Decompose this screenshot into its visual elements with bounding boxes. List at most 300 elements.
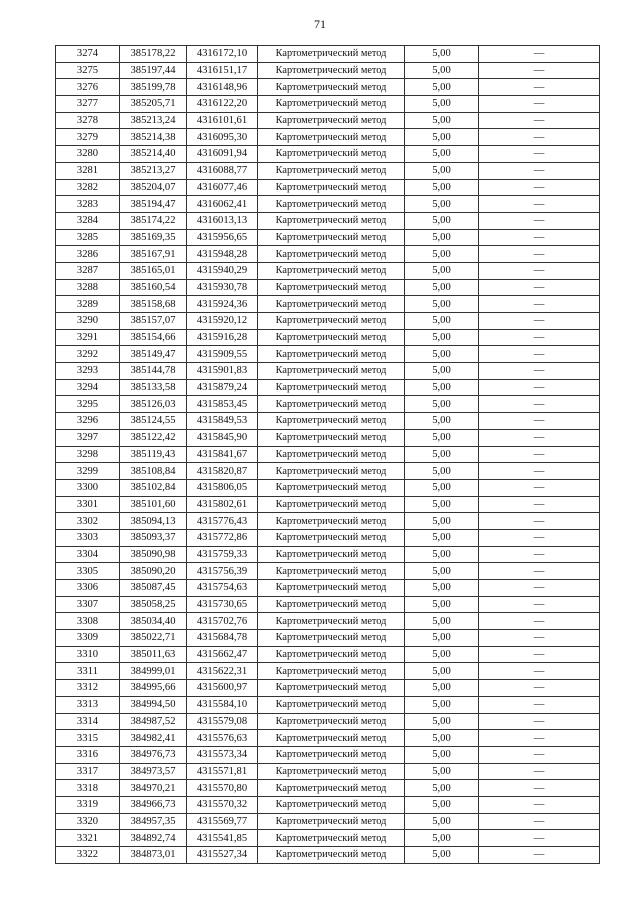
point-number-cell: 3285 (56, 229, 120, 246)
x-coordinate-cell: 385090,98 (120, 546, 187, 563)
point-number-cell: 3298 (56, 446, 120, 463)
accuracy-cell: 5,00 (405, 46, 479, 63)
table-row (56, 847, 600, 864)
description-cell: — (479, 529, 600, 546)
table-row (56, 279, 600, 296)
accuracy-cell: 5,00 (405, 146, 479, 163)
method-cell: Картометрический метод (258, 563, 405, 580)
accuracy-cell: 5,00 (405, 546, 479, 563)
accuracy-cell: 5,00 (405, 680, 479, 697)
accuracy-cell: 5,00 (405, 313, 479, 330)
y-coordinate-cell: 4315776,43 (187, 513, 258, 530)
table-row (56, 296, 600, 313)
method-cell: Картометрический метод (258, 146, 405, 163)
point-number-cell: 3310 (56, 646, 120, 663)
method-cell: Картометрический метод (258, 262, 405, 279)
accuracy-cell: 5,00 (405, 112, 479, 129)
accuracy-cell: 5,00 (405, 229, 479, 246)
point-number-cell: 3314 (56, 713, 120, 730)
accuracy-cell: 5,00 (405, 296, 479, 313)
x-coordinate-cell: 385119,43 (120, 446, 187, 463)
method-cell: Картометрический метод (258, 212, 405, 229)
point-number-cell: 3289 (56, 296, 120, 313)
x-coordinate-cell: 385101,60 (120, 496, 187, 513)
accuracy-cell: 5,00 (405, 813, 479, 830)
x-coordinate-cell: 385149,47 (120, 346, 187, 363)
accuracy-cell: 5,00 (405, 262, 479, 279)
method-cell: Картометрический метод (258, 696, 405, 713)
point-number-cell: 3288 (56, 279, 120, 296)
x-coordinate-cell: 385102,84 (120, 479, 187, 496)
y-coordinate-cell: 4316088,77 (187, 162, 258, 179)
method-cell: Картометрический метод (258, 179, 405, 196)
x-coordinate-cell: 384873,01 (120, 847, 187, 864)
table-row (56, 162, 600, 179)
point-number-cell: 3318 (56, 780, 120, 797)
description-cell: — (479, 79, 600, 96)
point-number-cell: 3287 (56, 262, 120, 279)
description-cell: — (479, 129, 600, 146)
x-coordinate-cell: 385094,13 (120, 513, 187, 530)
table-row (56, 212, 600, 229)
description-cell: — (479, 513, 600, 530)
table-row (56, 496, 600, 513)
point-number-cell: 3275 (56, 62, 120, 79)
point-number-cell: 3280 (56, 146, 120, 163)
accuracy-cell: 5,00 (405, 529, 479, 546)
point-number-cell: 3304 (56, 546, 120, 563)
x-coordinate-cell: 385126,03 (120, 396, 187, 413)
accuracy-cell: 5,00 (405, 563, 479, 580)
accuracy-cell: 5,00 (405, 446, 479, 463)
description-cell: — (479, 196, 600, 213)
description-cell: — (479, 396, 600, 413)
y-coordinate-cell: 4315956,65 (187, 229, 258, 246)
y-coordinate-cell: 4315570,32 (187, 796, 258, 813)
x-coordinate-cell: 384957,35 (120, 813, 187, 830)
y-coordinate-cell: 4315576,63 (187, 730, 258, 747)
point-number-cell: 3299 (56, 463, 120, 480)
x-coordinate-cell: 385058,25 (120, 596, 187, 613)
point-number-cell: 3276 (56, 79, 120, 96)
method-cell: Картометрический метод (258, 613, 405, 630)
description-cell: — (479, 763, 600, 780)
x-coordinate-cell: 384970,21 (120, 780, 187, 797)
method-cell: Картометрический метод (258, 96, 405, 113)
method-cell: Картометрический метод (258, 279, 405, 296)
description-cell: — (479, 746, 600, 763)
accuracy-cell: 5,00 (405, 613, 479, 630)
method-cell: Картометрический метод (258, 129, 405, 146)
description-cell: — (479, 262, 600, 279)
accuracy-cell: 5,00 (405, 429, 479, 446)
table-row (56, 813, 600, 830)
x-coordinate-cell: 384999,01 (120, 663, 187, 680)
method-cell: Картометрический метод (258, 496, 405, 513)
description-cell: — (479, 580, 600, 597)
point-number-cell: 3296 (56, 413, 120, 430)
description-cell: — (479, 646, 600, 663)
description-cell: — (479, 696, 600, 713)
method-cell: Картометрический метод (258, 62, 405, 79)
table-row (56, 479, 600, 496)
x-coordinate-cell: 384994,50 (120, 696, 187, 713)
description-cell: — (479, 446, 600, 463)
point-number-cell: 3278 (56, 112, 120, 129)
description-cell: — (479, 179, 600, 196)
description-cell: — (479, 46, 600, 63)
description-cell: — (479, 563, 600, 580)
point-number-cell: 3320 (56, 813, 120, 830)
table-row (56, 529, 600, 546)
method-cell: Картометрический метод (258, 112, 405, 129)
x-coordinate-cell: 385133,58 (120, 379, 187, 396)
description-cell: — (479, 246, 600, 263)
description-cell: — (479, 680, 600, 697)
method-cell: Картометрический метод (258, 713, 405, 730)
method-cell: Картометрический метод (258, 463, 405, 480)
accuracy-cell: 5,00 (405, 129, 479, 146)
description-cell: — (479, 730, 600, 747)
x-coordinate-cell: 384976,73 (120, 746, 187, 763)
table-row (56, 663, 600, 680)
description-cell: — (479, 146, 600, 163)
accuracy-cell: 5,00 (405, 96, 479, 113)
point-number-cell: 3305 (56, 563, 120, 580)
y-coordinate-cell: 4315756,39 (187, 563, 258, 580)
method-cell: Картометрический метод (258, 363, 405, 380)
table-row (56, 129, 600, 146)
point-number-cell: 3301 (56, 496, 120, 513)
y-coordinate-cell: 4315702,76 (187, 613, 258, 630)
y-coordinate-cell: 4315806,05 (187, 479, 258, 496)
y-coordinate-cell: 4315584,10 (187, 696, 258, 713)
y-coordinate-cell: 4315879,24 (187, 379, 258, 396)
point-number-cell: 3279 (56, 129, 120, 146)
point-number-cell: 3317 (56, 763, 120, 780)
accuracy-cell: 5,00 (405, 646, 479, 663)
method-cell: Картометрический метод (258, 847, 405, 864)
y-coordinate-cell: 4315948,28 (187, 246, 258, 263)
y-coordinate-cell: 4315772,86 (187, 529, 258, 546)
accuracy-cell: 5,00 (405, 196, 479, 213)
accuracy-cell: 5,00 (405, 596, 479, 613)
x-coordinate-cell: 385213,24 (120, 112, 187, 129)
description-cell: — (479, 329, 600, 346)
y-coordinate-cell: 4315541,85 (187, 830, 258, 847)
accuracy-cell: 5,00 (405, 379, 479, 396)
x-coordinate-cell: 385165,01 (120, 262, 187, 279)
point-number-cell: 3307 (56, 596, 120, 613)
accuracy-cell: 5,00 (405, 162, 479, 179)
table-row (56, 546, 600, 563)
method-cell: Картометрический метод (258, 730, 405, 747)
description-cell: — (479, 613, 600, 630)
description-cell: — (479, 229, 600, 246)
table-row (56, 696, 600, 713)
point-number-cell: 3312 (56, 680, 120, 697)
y-coordinate-cell: 4316091,94 (187, 146, 258, 163)
y-coordinate-cell: 4315662,47 (187, 646, 258, 663)
table-row (56, 262, 600, 279)
accuracy-cell: 5,00 (405, 830, 479, 847)
y-coordinate-cell: 4315573,34 (187, 746, 258, 763)
description-cell: — (479, 112, 600, 129)
table-row (56, 329, 600, 346)
y-coordinate-cell: 4315849,53 (187, 413, 258, 430)
method-cell: Картометрический метод (258, 196, 405, 213)
method-cell: Картометрический метод (258, 313, 405, 330)
method-cell: Картометрический метод (258, 162, 405, 179)
y-coordinate-cell: 4316101,61 (187, 112, 258, 129)
method-cell: Картометрический метод (258, 429, 405, 446)
y-coordinate-cell: 4315853,45 (187, 396, 258, 413)
table-row (56, 596, 600, 613)
point-number-cell: 3284 (56, 212, 120, 229)
point-number-cell: 3302 (56, 513, 120, 530)
point-number-cell: 3315 (56, 730, 120, 747)
accuracy-cell: 5,00 (405, 179, 479, 196)
y-coordinate-cell: 4315916,28 (187, 329, 258, 346)
description-cell: — (479, 630, 600, 647)
x-coordinate-cell: 385199,78 (120, 79, 187, 96)
method-cell: Картометрический метод (258, 479, 405, 496)
accuracy-cell: 5,00 (405, 663, 479, 680)
table-row (56, 780, 600, 797)
table-row (56, 346, 600, 363)
y-coordinate-cell: 4315820,87 (187, 463, 258, 480)
y-coordinate-cell: 4315940,29 (187, 262, 258, 279)
table-row (56, 646, 600, 663)
method-cell: Картометрический метод (258, 580, 405, 597)
x-coordinate-cell: 385090,20 (120, 563, 187, 580)
accuracy-cell: 5,00 (405, 346, 479, 363)
table-row (56, 763, 600, 780)
method-cell: Картометрический метод (258, 513, 405, 530)
table-row (56, 680, 600, 697)
table-row (56, 112, 600, 129)
point-number-cell: 3321 (56, 830, 120, 847)
accuracy-cell: 5,00 (405, 513, 479, 530)
method-cell: Картометрический метод (258, 529, 405, 546)
x-coordinate-cell: 385213,27 (120, 162, 187, 179)
method-cell: Картометрический метод (258, 446, 405, 463)
y-coordinate-cell: 4315841,67 (187, 446, 258, 463)
table-row (56, 62, 600, 79)
x-coordinate-cell: 385022,71 (120, 630, 187, 647)
x-coordinate-cell: 385144,78 (120, 363, 187, 380)
method-cell: Картометрический метод (258, 396, 405, 413)
method-cell: Картометрический метод (258, 296, 405, 313)
description-cell: — (479, 413, 600, 430)
accuracy-cell: 5,00 (405, 496, 479, 513)
description-cell: — (479, 847, 600, 864)
point-number-cell: 3293 (56, 363, 120, 380)
description-cell: — (479, 96, 600, 113)
accuracy-cell: 5,00 (405, 279, 479, 296)
accuracy-cell: 5,00 (405, 79, 479, 96)
point-number-cell: 3282 (56, 179, 120, 196)
x-coordinate-cell: 385214,38 (120, 129, 187, 146)
point-number-cell: 3319 (56, 796, 120, 813)
description-cell: — (479, 379, 600, 396)
x-coordinate-cell: 385214,40 (120, 146, 187, 163)
coordinates-table (55, 45, 600, 864)
x-coordinate-cell: 385122,42 (120, 429, 187, 446)
table-row (56, 196, 600, 213)
method-cell: Картометрический метод (258, 546, 405, 563)
table-row (56, 630, 600, 647)
point-number-cell: 3283 (56, 196, 120, 213)
table-row (56, 96, 600, 113)
description-cell: — (479, 162, 600, 179)
table-row (56, 313, 600, 330)
table-row (56, 363, 600, 380)
x-coordinate-cell: 385158,68 (120, 296, 187, 313)
y-coordinate-cell: 4315570,80 (187, 780, 258, 797)
method-cell: Картометрический метод (258, 46, 405, 63)
accuracy-cell: 5,00 (405, 780, 479, 797)
table-row (56, 463, 600, 480)
y-coordinate-cell: 4315920,12 (187, 313, 258, 330)
table-row (56, 563, 600, 580)
y-coordinate-cell: 4315622,31 (187, 663, 258, 680)
y-coordinate-cell: 4316095,30 (187, 129, 258, 146)
method-cell: Картометрический метод (258, 630, 405, 647)
table-row (56, 413, 600, 430)
x-coordinate-cell: 385108,84 (120, 463, 187, 480)
accuracy-cell: 5,00 (405, 630, 479, 647)
y-coordinate-cell: 4315579,08 (187, 713, 258, 730)
table-row (56, 580, 600, 597)
table-row (56, 246, 600, 263)
y-coordinate-cell: 4315600,97 (187, 680, 258, 697)
method-cell: Картометрический метод (258, 746, 405, 763)
description-cell: — (479, 796, 600, 813)
accuracy-cell: 5,00 (405, 847, 479, 864)
point-number-cell: 3306 (56, 580, 120, 597)
x-coordinate-cell: 385160,54 (120, 279, 187, 296)
table-row (56, 79, 600, 96)
method-cell: Картометрический метод (258, 346, 405, 363)
method-cell: Картометрический метод (258, 763, 405, 780)
accuracy-cell: 5,00 (405, 696, 479, 713)
point-number-cell: 3295 (56, 396, 120, 413)
y-coordinate-cell: 4315845,90 (187, 429, 258, 446)
y-coordinate-cell: 4315527,34 (187, 847, 258, 864)
x-coordinate-cell: 385174,22 (120, 212, 187, 229)
x-coordinate-cell: 385034,40 (120, 613, 187, 630)
method-cell: Картометрический метод (258, 379, 405, 396)
method-cell: Картометрический метод (258, 646, 405, 663)
y-coordinate-cell: 4316151,17 (187, 62, 258, 79)
method-cell: Картометрический метод (258, 780, 405, 797)
x-coordinate-cell: 385205,71 (120, 96, 187, 113)
y-coordinate-cell: 4315802,61 (187, 496, 258, 513)
point-number-cell: 3290 (56, 313, 120, 330)
accuracy-cell: 5,00 (405, 746, 479, 763)
description-cell: — (479, 479, 600, 496)
accuracy-cell: 5,00 (405, 329, 479, 346)
x-coordinate-cell: 384995,66 (120, 680, 187, 697)
description-cell: — (479, 429, 600, 446)
description-cell: — (479, 596, 600, 613)
accuracy-cell: 5,00 (405, 212, 479, 229)
point-number-cell: 3308 (56, 613, 120, 630)
description-cell: — (479, 813, 600, 830)
method-cell: Картометрический метод (258, 663, 405, 680)
x-coordinate-cell: 384966,73 (120, 796, 187, 813)
x-coordinate-cell: 385197,44 (120, 62, 187, 79)
x-coordinate-cell: 385011,63 (120, 646, 187, 663)
table-row (56, 146, 600, 163)
accuracy-cell: 5,00 (405, 580, 479, 597)
x-coordinate-cell: 385178,22 (120, 46, 187, 63)
table-row (56, 730, 600, 747)
x-coordinate-cell: 385169,35 (120, 229, 187, 246)
coordinates-table-body (56, 46, 600, 864)
y-coordinate-cell: 4316122,20 (187, 96, 258, 113)
table-row (56, 713, 600, 730)
point-number-cell: 3313 (56, 696, 120, 713)
point-number-cell: 3322 (56, 847, 120, 864)
point-number-cell: 3286 (56, 246, 120, 263)
point-number-cell: 3303 (56, 529, 120, 546)
table-row (56, 613, 600, 630)
description-cell: — (479, 279, 600, 296)
accuracy-cell: 5,00 (405, 246, 479, 263)
accuracy-cell: 5,00 (405, 363, 479, 380)
x-coordinate-cell: 385154,66 (120, 329, 187, 346)
y-coordinate-cell: 4315901,83 (187, 363, 258, 380)
description-cell: — (479, 780, 600, 797)
y-coordinate-cell: 4316172,10 (187, 46, 258, 63)
table-row (56, 513, 600, 530)
point-number-cell: 3291 (56, 329, 120, 346)
y-coordinate-cell: 4315909,55 (187, 346, 258, 363)
y-coordinate-cell: 4315924,36 (187, 296, 258, 313)
point-number-cell: 3300 (56, 479, 120, 496)
y-coordinate-cell: 4315684,78 (187, 630, 258, 647)
x-coordinate-cell: 385093,37 (120, 529, 187, 546)
x-coordinate-cell: 385194,47 (120, 196, 187, 213)
method-cell: Картометрический метод (258, 329, 405, 346)
point-number-cell: 3311 (56, 663, 120, 680)
point-number-cell: 3274 (56, 46, 120, 63)
accuracy-cell: 5,00 (405, 730, 479, 747)
x-coordinate-cell: 384973,57 (120, 763, 187, 780)
y-coordinate-cell: 4315754,63 (187, 580, 258, 597)
table-row (56, 830, 600, 847)
method-cell: Картометрический метод (258, 246, 405, 263)
accuracy-cell: 5,00 (405, 396, 479, 413)
method-cell: Картометрический метод (258, 229, 405, 246)
table-row (56, 46, 600, 63)
description-cell: — (479, 830, 600, 847)
accuracy-cell: 5,00 (405, 463, 479, 480)
point-number-cell: 3281 (56, 162, 120, 179)
x-coordinate-cell: 384892,74 (120, 830, 187, 847)
table-row (56, 229, 600, 246)
method-cell: Картометрический метод (258, 596, 405, 613)
y-coordinate-cell: 4316077,46 (187, 179, 258, 196)
x-coordinate-cell: 385124,55 (120, 413, 187, 430)
description-cell: — (479, 346, 600, 363)
point-number-cell: 3277 (56, 96, 120, 113)
description-cell: — (479, 663, 600, 680)
x-coordinate-cell: 384987,52 (120, 713, 187, 730)
point-number-cell: 3292 (56, 346, 120, 363)
